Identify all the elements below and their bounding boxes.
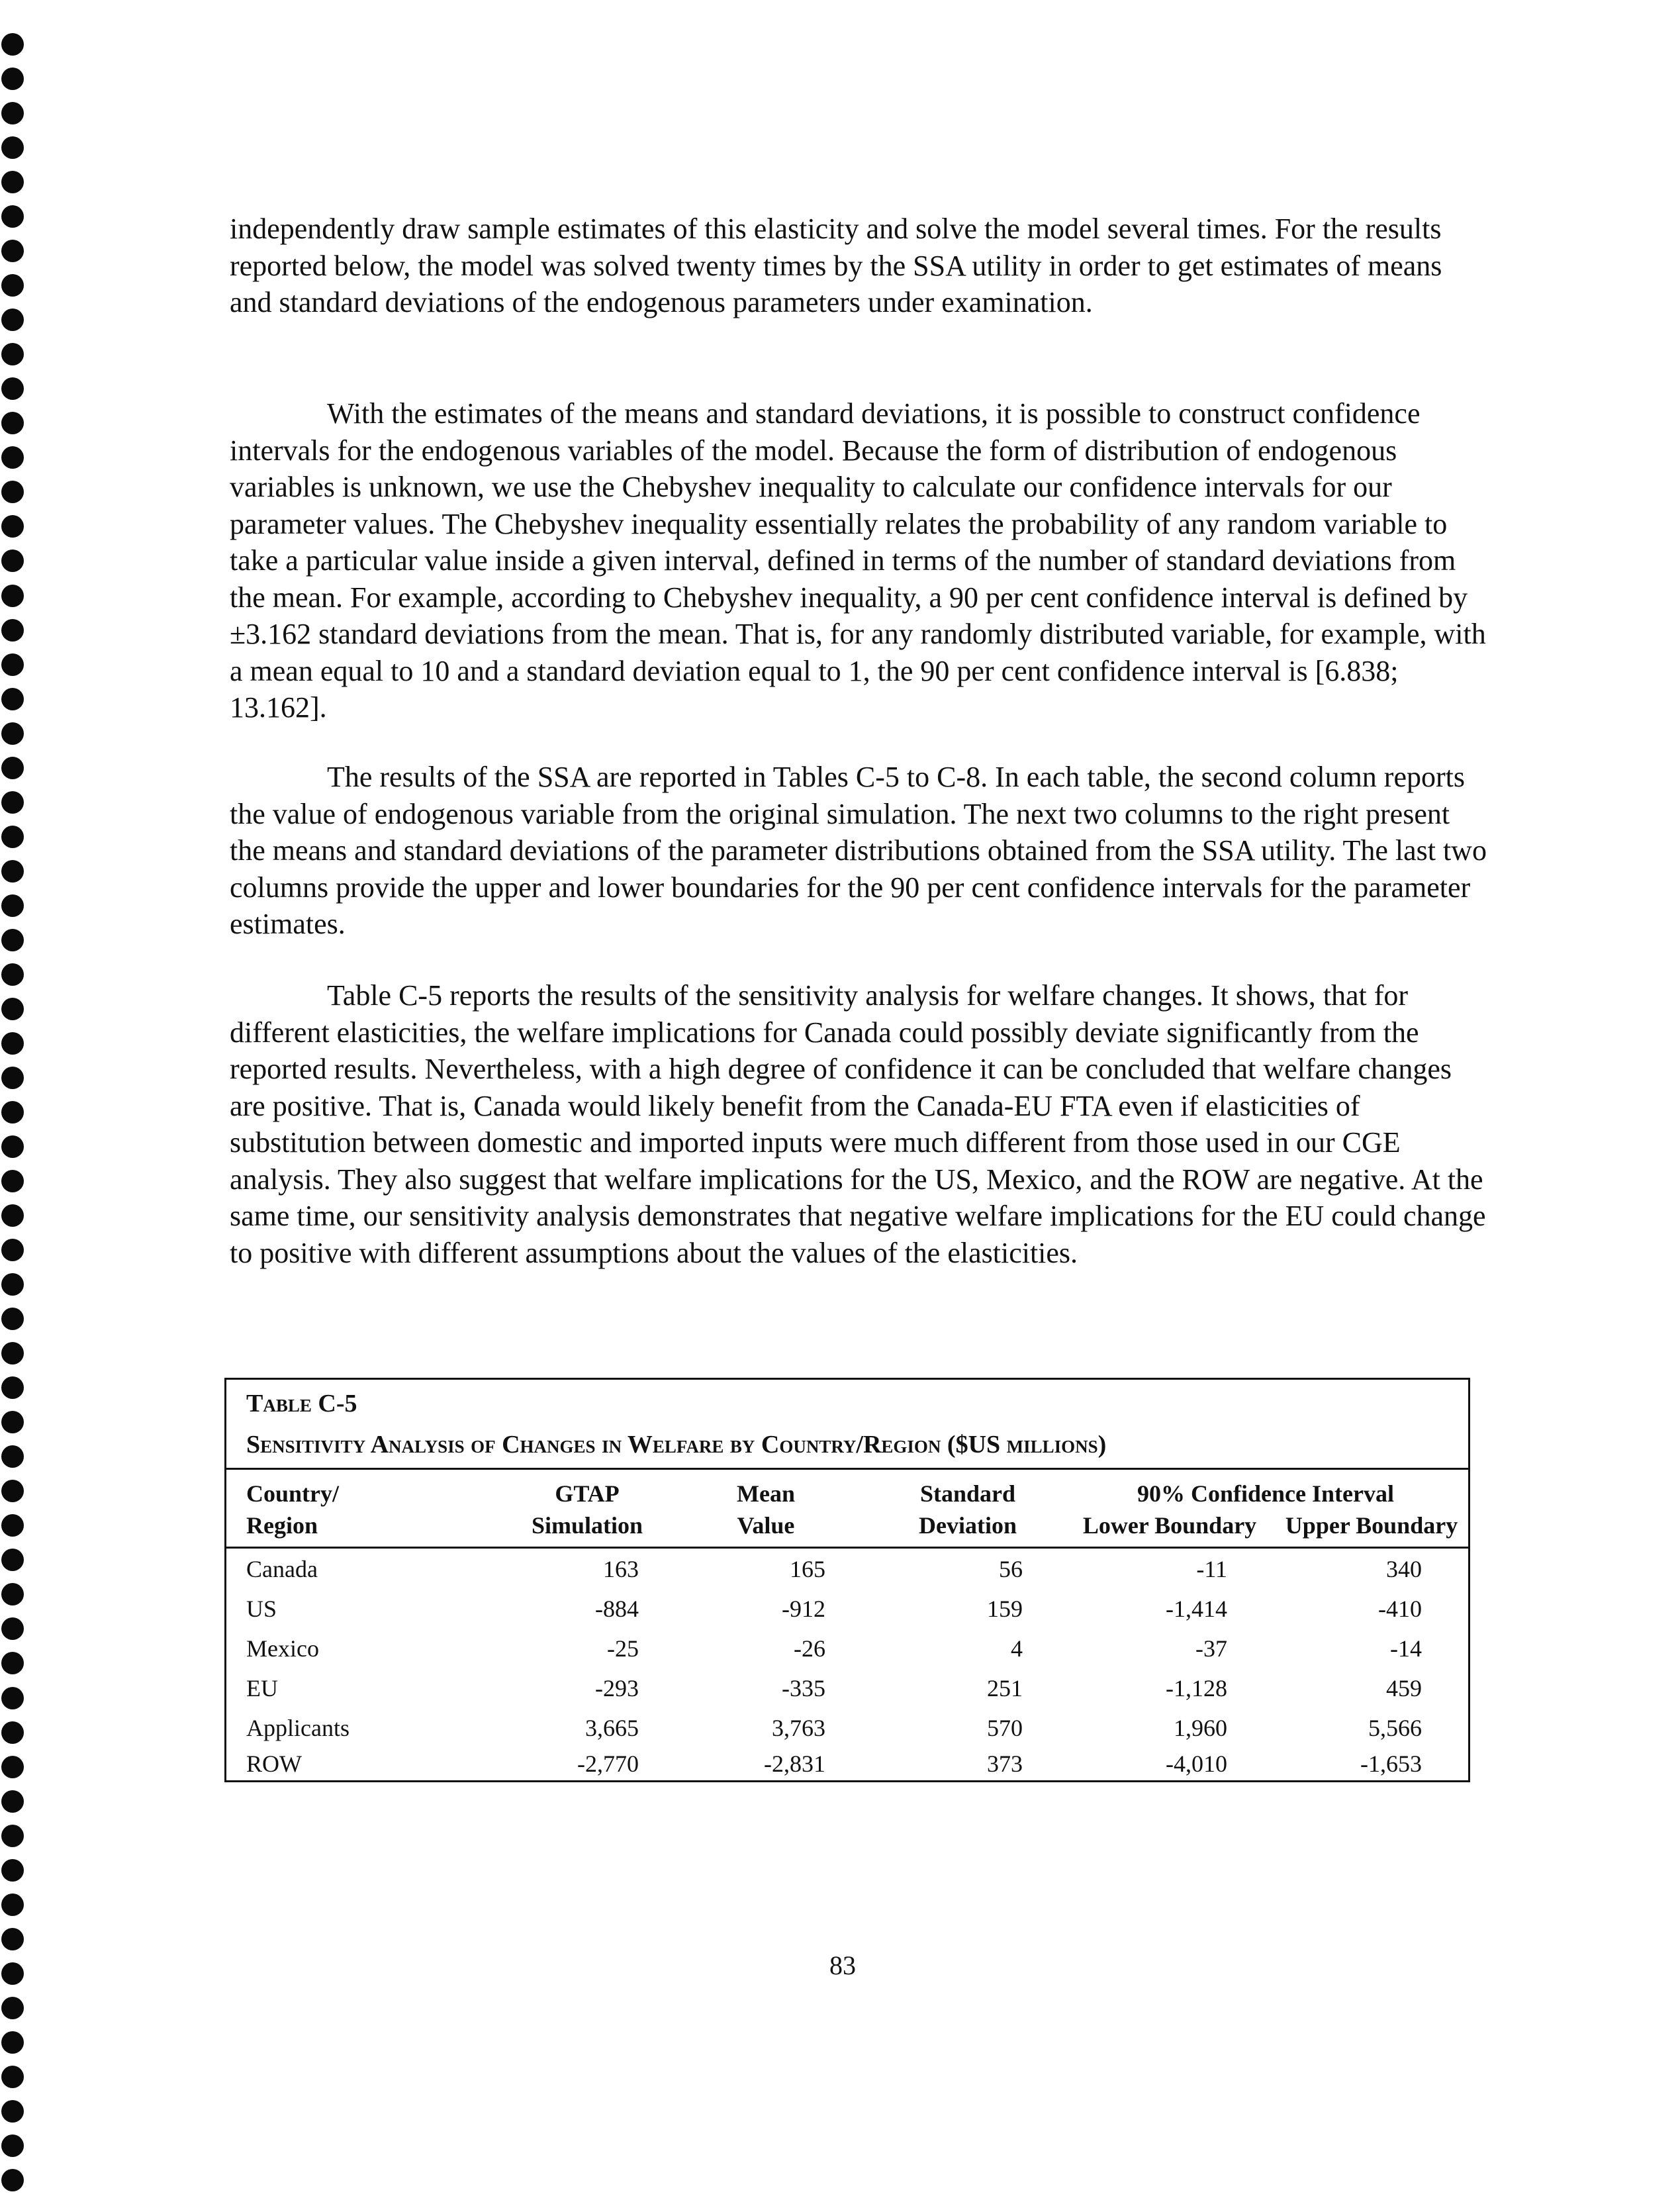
- table-row: Mexico: [246, 1635, 319, 1662]
- header-std: [882, 1478, 1054, 1541]
- binder-hole-icon: [1, 1376, 24, 1399]
- header-std-line1: Standard: [919, 1480, 1016, 1507]
- binder-hole-icon: [1, 722, 24, 745]
- table-rule-top: [226, 1468, 1468, 1470]
- header-mean-line1: Mean: [737, 1480, 795, 1507]
- header-gtap-line1: GTAP: [555, 1480, 620, 1507]
- table-cell: -410: [1378, 1596, 1422, 1622]
- paragraph-3: The results of the SSA are reported in Tables C-5 to C-8. In each table, the second column reports the value of endogenous variable from the original simulation. The next two columns to the right present the means and standard deviations of the parameter distributions obtained from the SSA utility. The last two columns provide the upper and lower boundaries for the 90 per cent confidence intervals for the parameter estimates.: [230, 761, 1487, 940]
- binder-hole-icon: [1, 343, 24, 365]
- binder-hole-icon: [1, 1893, 24, 1916]
- table-row: ROW: [246, 1750, 302, 1777]
- binder-holes: [0, 33, 26, 2191]
- binder-hole-icon: [1, 1445, 24, 1468]
- binder-hole-icon: [1, 1239, 24, 1261]
- table-cell: -4,010: [1166, 1750, 1227, 1777]
- binder-hole-icon: [1, 1101, 24, 1124]
- table-cell: 3,665: [585, 1715, 639, 1741]
- table-cell: -1,414: [1166, 1596, 1227, 1622]
- binder-hole-icon: [1, 1273, 24, 1296]
- binder-hole-icon: [1, 377, 24, 400]
- table-cell: 373: [987, 1750, 1023, 1777]
- table-cell: -335: [782, 1675, 825, 1701]
- table-c5: [224, 1378, 1470, 1782]
- table-cell: -2,831: [764, 1750, 825, 1777]
- table-cell: -14: [1390, 1635, 1422, 1662]
- table-cell: 5,566: [1368, 1715, 1422, 1741]
- binder-hole-icon: [1, 653, 24, 676]
- table-row: US: [246, 1596, 277, 1622]
- binder-hole-icon: [1, 826, 24, 848]
- table-cell: 163: [603, 1556, 639, 1582]
- binder-hole-icon: [1, 240, 24, 262]
- table-label: Table C-5: [246, 1390, 357, 1417]
- binder-hole-icon: [1, 1790, 24, 1813]
- table-cell: 459: [1386, 1675, 1422, 1701]
- binder-hole-icon: [1, 1067, 24, 1089]
- table-cell: 251: [987, 1675, 1023, 1701]
- table-cell: 159: [987, 1596, 1023, 1622]
- binder-hole-icon: [1, 1652, 24, 1674]
- binder-hole-icon: [1, 2100, 24, 2123]
- binder-hole-icon: [1, 1687, 24, 1709]
- table-cell: -11: [1196, 1556, 1227, 1582]
- binder-hole-icon: [1, 1411, 24, 1433]
- binder-hole-icon: [1, 998, 24, 1020]
- header-gtap-line2: Simulation: [531, 1512, 643, 1539]
- paragraph-4: Table C-5 reports the results of the sensitivity analysis for welfare changes. It shows, that for different elasticities, the welfare implications for Canada could possibly deviate significantly from the reported results. Nevertheless, with a high degree of confidence it can be concluded that welfare changes are positive. That is, Canada would likely benefit from the Canada-EU FTA even if elasticities of substitution between domestic and imported inputs were much different from those used in our CGE analysis. They also suggest that welfare implications for the US, Mexico, and the ROW are negative. At the same time, our sensitivity analysis demonstrates that negative welfare implications for the EU could change to positive with different assumptions about the values of the elasticities.: [230, 979, 1486, 1269]
- binder-hole-icon: [1, 2134, 24, 2157]
- paragraph-2: With the estimates of the means and standard deviations, it is possible to construct confidence intervals for the endogenous variables of the model. Because the form of distribution of endogenous variables is unknown, we use the Chebyshev inequality to calculate our confidence intervals for our parameter values. The Chebyshev inequality essentially relates the probability of any random variable to take a particular value inside a given interval, defined in terms of the number of standard deviations from the mean. For example, according to Chebyshev inequality, a 90 per cent confidence interval is defined by ±3.162 standard deviations from the mean. That is, for any randomly distributed variable, for example, with a mean equal to 10 and a standard deviation equal to 1, the 90 per cent confidence interval is [6.838; 13.162].: [230, 397, 1486, 724]
- binder-hole-icon: [1, 860, 24, 883]
- binder-hole-icon: [1, 1135, 24, 1158]
- binder-hole-icon: [1, 205, 24, 228]
- binder-hole-icon: [1, 136, 24, 159]
- binder-hole-icon: [1, 171, 24, 193]
- table-cell: -1,128: [1166, 1675, 1227, 1701]
- table-cell: 3,763: [772, 1715, 825, 1741]
- page-number: 83: [829, 1950, 856, 1980]
- binder-hole-icon: [1, 619, 24, 642]
- header-gtap: [504, 1478, 670, 1541]
- binder-hole-icon: [1, 33, 24, 56]
- table-cell: -884: [595, 1596, 639, 1622]
- header-country-line2: Region: [246, 1512, 318, 1539]
- paragraph-1: independently draw sample estimates of this elasticity and solve the model several times. For the results reported below, the model was solved twenty times by the SSA utility in order to get estimates of means and standard deviations of the endogenous parameters under examination.: [230, 213, 1442, 318]
- table-row: Canada: [246, 1556, 318, 1582]
- table-cell: 340: [1386, 1556, 1422, 1582]
- binder-hole-icon: [1, 585, 24, 607]
- binder-hole-icon: [1, 1549, 24, 1571]
- binder-hole-icon: [1, 102, 24, 124]
- header-lower: Lower Boundary: [1082, 1512, 1257, 1539]
- binder-hole-icon: [1, 1514, 24, 1537]
- table-cell: -25: [607, 1635, 639, 1662]
- binder-hole-icon: [1, 2031, 24, 2054]
- binder-hole-icon: [1, 68, 24, 90]
- binder-hole-icon: [1, 412, 24, 434]
- binder-hole-icon: [1, 1859, 24, 1882]
- header-mean: [690, 1478, 842, 1541]
- binder-hole-icon: [1, 1308, 24, 1330]
- header-std-line2: Deviation: [919, 1512, 1017, 1539]
- binder-hole-icon: [1, 1342, 24, 1365]
- table-cell: -912: [782, 1596, 825, 1622]
- header-ci: 90% Confidence Interval: [1137, 1480, 1394, 1507]
- table-cell: -293: [595, 1675, 639, 1701]
- binder-hole-icon: [1, 1997, 24, 2019]
- binder-hole-icon: [1, 515, 24, 538]
- table-cell: 4: [1011, 1635, 1023, 1662]
- table-cell: 165: [790, 1556, 825, 1582]
- header-upper: Upper Boundary: [1285, 1512, 1458, 1539]
- binder-hole-icon: [1, 688, 24, 710]
- binder-hole-icon: [1, 550, 24, 572]
- table-rule-header: [226, 1547, 1468, 1549]
- table-cell: -1,653: [1360, 1750, 1422, 1777]
- binder-hole-icon: [1, 1928, 24, 1950]
- binder-hole-icon: [1, 894, 24, 917]
- binder-hole-icon: [1, 481, 24, 503]
- table-row: EU: [246, 1675, 278, 1701]
- table-cell: 56: [999, 1556, 1023, 1582]
- binder-hole-icon: [1, 929, 24, 951]
- table-cell: -26: [794, 1635, 825, 1662]
- binder-hole-icon: [1, 1032, 24, 1055]
- binder-hole-icon: [1, 1583, 24, 1605]
- header-country: [246, 1478, 339, 1541]
- binder-hole-icon: [1, 1204, 24, 1227]
- binder-hole-icon: [1, 274, 24, 297]
- binder-hole-icon: [1, 2169, 24, 2191]
- binder-hole-icon: [1, 1617, 24, 1640]
- table-cell: 1,960: [1174, 1715, 1227, 1741]
- table-row: Applicants: [246, 1715, 350, 1741]
- table-title: Sensitivity Analysis of Changes in Welfare by Country/Region ($US millions): [246, 1431, 1107, 1459]
- binder-hole-icon: [1, 1825, 24, 1847]
- binder-hole-icon: [1, 1962, 24, 1985]
- binder-hole-icon: [1, 1721, 24, 1744]
- binder-hole-icon: [1, 1480, 24, 1502]
- binder-hole-icon: [1, 757, 24, 779]
- table-cell: -37: [1195, 1635, 1227, 1662]
- binder-hole-icon: [1, 1756, 24, 1778]
- header-mean-line2: Value: [737, 1512, 795, 1539]
- binder-hole-icon: [1, 963, 24, 986]
- binder-hole-icon: [1, 2066, 24, 2088]
- binder-hole-icon: [1, 309, 24, 331]
- binder-hole-icon: [1, 791, 24, 814]
- table-cell: 570: [987, 1715, 1023, 1741]
- binder-hole-icon: [1, 1170, 24, 1192]
- header-country-line1: Country/: [246, 1480, 340, 1507]
- binder-hole-icon: [1, 446, 24, 469]
- table-cell: -2,770: [577, 1750, 639, 1777]
